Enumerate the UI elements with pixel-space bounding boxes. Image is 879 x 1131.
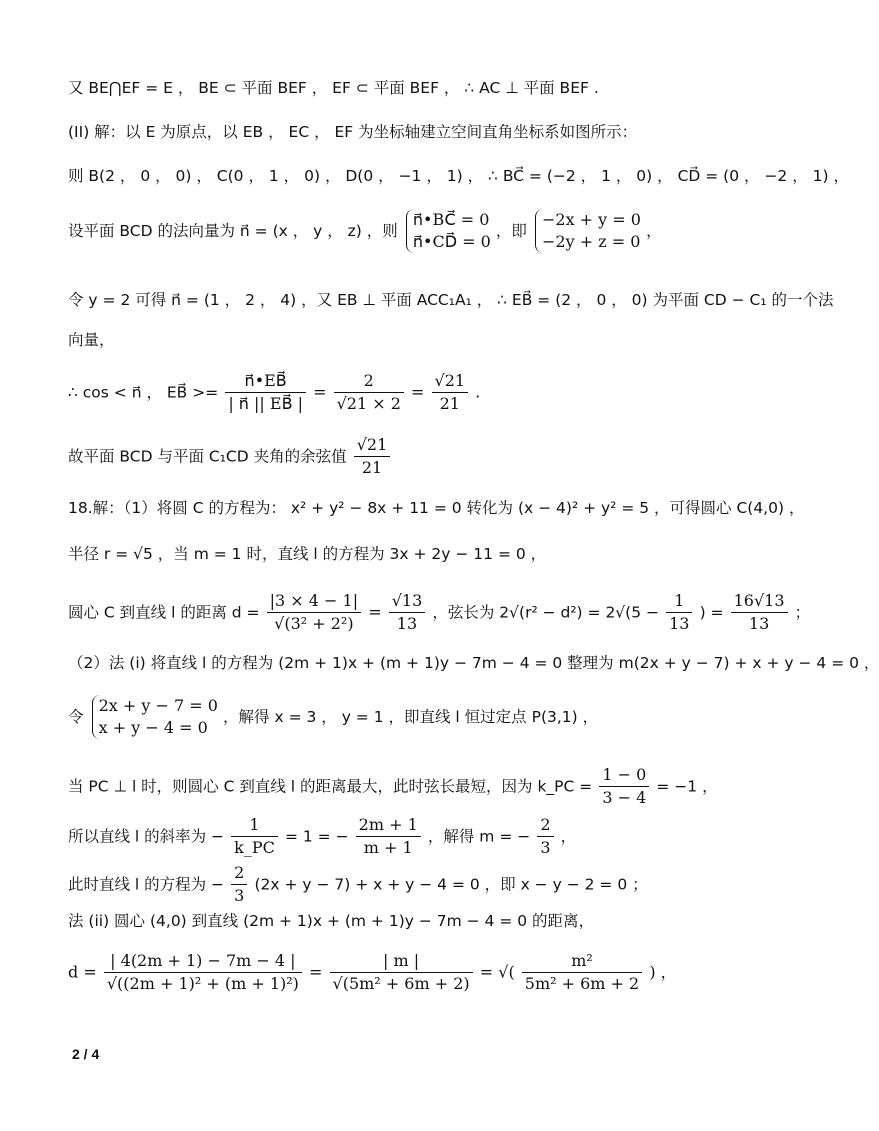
numerator: 1	[231, 814, 278, 837]
denominator: 13	[748, 614, 770, 633]
fraction	[666, 590, 692, 635]
numerator: | m |	[330, 950, 473, 973]
line-text: = −1 ，	[656, 777, 718, 796]
denominator: √21 × 2	[336, 394, 401, 413]
equation-system	[406, 209, 491, 253]
numerator: |3 × 4 − 1|	[267, 590, 361, 613]
denominator: 5m² + 6m + 2	[524, 974, 640, 993]
line-text: 设平面 BCD 的法向量为 n⃗ = (x ， y ， z) ，则	[68, 222, 398, 240]
fraction	[354, 434, 391, 479]
line-text: ，	[560, 827, 577, 846]
line-text: 当 PC ⊥ l 时，则圆心 C 到直线 l 的距离最大，此时弦长最短，因为 k_PC =	[68, 777, 593, 796]
page-number: 2 / 4	[72, 1046, 100, 1062]
fraction	[599, 764, 649, 809]
line-text: ，即	[495, 222, 527, 240]
numerator: 2	[537, 814, 553, 837]
numerator: 1 − 0	[599, 764, 649, 787]
line-text: = 1 = −	[284, 827, 349, 846]
numerator: m²	[522, 950, 642, 973]
line-text: ) =	[699, 603, 724, 622]
numerator: √21	[432, 370, 469, 393]
denominator: 21	[439, 394, 460, 413]
text-line	[68, 862, 648, 907]
line-text: ，弦长为 2√(r² − d²) = 2√(5 −	[432, 603, 660, 622]
equation: −2x + y = 0	[541, 210, 641, 229]
equation: x + y − 4 = 0	[98, 718, 208, 737]
text-line	[68, 434, 392, 479]
denominator: 13	[396, 614, 418, 633]
line-text: ，	[646, 222, 662, 240]
text-line	[68, 121, 637, 143]
text-line: d = $\frac{| 4(2m + 1) - 7m - 4 |}{\text{√((2m + 1)² + (m + 1)²)}}$ = $\frac{| m |}{\text{√(5m² + 6m + 2)}}$ = √( $\frac{\text{m²}}{\text{5m² + 6m + 2}}$ ) ，	[68, 951, 677, 993]
line-text: ∴ cos < n⃗ ， EB⃗ >=	[68, 383, 219, 402]
text-line	[68, 329, 115, 351]
denominator: 3	[234, 886, 245, 905]
numerator: √21	[354, 434, 391, 457]
fraction	[231, 814, 278, 859]
line-text: 令	[68, 708, 84, 726]
fraction	[389, 590, 426, 635]
line-text: 圆心 C 到直线 l 的距离 d =	[68, 603, 260, 622]
text-line	[68, 289, 834, 311]
text-line	[68, 910, 594, 932]
fraction	[432, 370, 469, 415]
text-line	[68, 695, 598, 739]
text-line	[68, 764, 718, 809]
line-text: ，解得 m = −	[427, 827, 531, 846]
numerator: 2	[231, 862, 247, 885]
fraction	[334, 370, 404, 415]
fraction	[330, 950, 473, 995]
numerator: 1	[666, 590, 692, 613]
denominator: 3 − 4	[602, 788, 647, 807]
numerator: 2	[334, 370, 404, 393]
line-text: 法 (ii) 圆心 (4,0) 到直线 (2m + 1)x + (m + 1)y − 7m − 4 = 0 的距离，	[68, 912, 595, 930]
fraction	[731, 590, 788, 635]
equation: 2x + y − 7 = 0	[98, 696, 218, 715]
line-text: d =	[68, 962, 97, 982]
numerator: 2m + 1	[356, 814, 421, 837]
text-line: ∴ cos < n⃗ ， EB⃗ >= $\frac{n⃗•EB⃗}{| n⃗ || EB⃗ |}$ = $\frac{2}{√21 \times 2}$ = $\frac{√21}{21}$ .	[68, 371, 481, 413]
numerator: | 4(2m + 1) − 7m − 4 |	[104, 950, 302, 973]
fraction	[522, 950, 642, 995]
line-text: = √(	[479, 962, 515, 982]
fraction	[231, 862, 247, 907]
text-line	[68, 814, 576, 859]
denominator: | n⃗ || EB⃗ |	[228, 394, 304, 413]
line-text: （2）法 (i) 将直线 l 的方程为 (2m + 1)x + (m + 1)y − 7m − 4 = 0 整理为 m(2x + y − 7) + x + y − 4 = 0 ，	[68, 654, 879, 672]
line-text: 所以直线 l 的斜率为 −	[68, 827, 225, 846]
line-text: 向量，	[68, 331, 115, 349]
equation: n⃗•CD⃗ = 0	[412, 232, 491, 251]
text-line: 圆心 C 到直线 l 的距离 d = $\frac{|3 \times 4 - 1|}{\text{√(3² + 2²)}}$ = $\frac{√13}{13}$ ，弦长为 2√(r² − d²) = 2√(5 − $\frac{1}{13}$ ) = $\frac{16√13}{13}$ ；	[68, 591, 811, 633]
text-line	[68, 652, 879, 674]
denominator: √((2m + 1)² + (m + 1)²)	[106, 974, 299, 993]
denominator: √(3² + 2²)	[274, 614, 354, 633]
fraction	[225, 370, 306, 415]
text-line	[68, 497, 804, 519]
line-text: 18.解：（1）将圆 C 的方程为： x² + y² − 8x + 11 = 0 转化为 (x − 4)² + y² = 5 ，可得圆心 C(4,0) ，	[68, 499, 805, 517]
denominator: k_PC	[234, 838, 275, 857]
equation: −2y + z = 0	[541, 232, 641, 251]
denominator: 21	[361, 458, 383, 477]
equation: n⃗•BC⃗ = 0	[412, 210, 490, 229]
numerator: n⃗•EB⃗	[225, 370, 306, 393]
line-text: 此时直线 l 的方程为 −	[68, 875, 225, 894]
fraction	[537, 814, 553, 859]
denominator: 3	[540, 838, 551, 857]
line-text: ；	[794, 603, 811, 622]
numerator: √13	[389, 590, 426, 613]
line-text: 半径 r = √5 ，当 m = 1 时，直线 l 的方程为 3x + 2y − 11 = 0 ，	[68, 545, 547, 563]
line-text: 则 B(2 ， 0 ， 0) ， C(0 ， 1 ， 0) ， D(0 ， −1 ， 1) ， ∴ BC⃗ = (−2 ， 1 ， 0) ， CD⃗ = (0 ， −2 ， 1) ，	[68, 167, 849, 185]
text-line	[68, 209, 662, 253]
fraction	[356, 814, 421, 859]
denominator: m + 1	[363, 838, 413, 857]
line-text: (2x + y − 7) + x + y − 4 = 0 ，即 x − y − 2 = 0 ；	[254, 875, 648, 894]
equation-system	[535, 209, 641, 253]
line-text: 故平面 BCD 与平面 C₁CD 夹角的余弦值	[68, 447, 347, 466]
numerator: 16√13	[731, 590, 788, 613]
equation-system	[92, 695, 218, 739]
fraction	[104, 950, 302, 995]
line-text: (II) 解：以 E 为原点，以 EB ， EC ， EF 为坐标轴建立空间直角坐标系如图所示：	[68, 123, 638, 141]
denominator: √(5m² + 6m + 2)	[332, 974, 470, 993]
denominator: 13	[669, 614, 690, 633]
line-text: 令 y = 2 可得 n⃗ = (1 ， 2 ， 4) ，又 EB ⊥ 平面 ACC₁A₁ ， ∴ EB⃗ = (2 ， 0 ， 0) 为平面 CD − C₁ 的一个法	[68, 291, 834, 309]
text-line	[68, 165, 849, 187]
line-text: ，解得 x = 3 ， y = 1 ，即直线 l 恒过定点 P(3,1) ，	[223, 708, 599, 726]
line-text: ) ，	[649, 962, 677, 982]
fraction	[267, 590, 361, 635]
text-line	[68, 543, 546, 565]
text-line	[68, 77, 599, 99]
line-text: 又 BE⋂EF = E ， BE ⊂ 平面 BEF ， EF ⊂ 平面 BEF ， ∴ AC ⊥ 平面 BEF .	[68, 79, 599, 97]
